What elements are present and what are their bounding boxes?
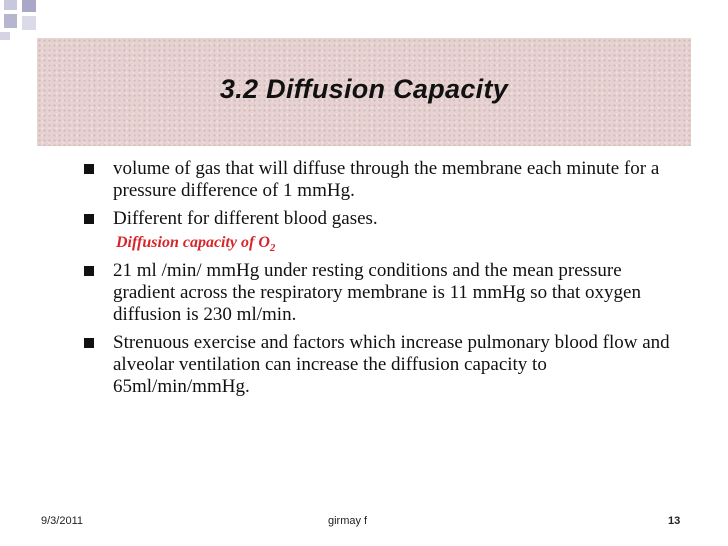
corner-decoration [0,0,50,40]
square-bullet-icon [84,214,94,224]
bullet-text: Different for different blood gases. [113,208,378,229]
bullet-text: Strenuous exercise and factors which increase pulmonary blood flow and alveolar ventilation can increase the diffusion capacity to 65ml/min/mmHg. [113,332,670,398]
page-number: 13 [668,515,681,527]
bullet-item [80,332,680,398]
bullet-item [80,158,680,202]
slide-title: 3.2 Diffusion Capacity [219,74,509,104]
bullet-item [80,260,680,326]
bullet-text: 21 ml /min/ mmHg under resting conditions and the mean pressure gradient across the respiratory membrane is 11 mmHg so that oxygen diffusion is 230 ml/min. [113,260,641,326]
footer-author: girmay f [328,515,368,527]
subheading [116,234,680,254]
square-bullet-icon [84,164,94,174]
footer-date: 9/3/2011 [41,515,84,527]
square-bullet-icon [84,266,94,276]
subheading-text: Diffusion capacity of O [116,234,270,251]
bullet-item [80,208,680,230]
square-bullet-icon [84,338,94,348]
slide-body [80,158,680,404]
bullet-text: volume of gas that will diffuse through the membrane each minute for a pressure difference of 1 mmHg. [113,158,660,201]
subheading-subscript: 2 [269,242,276,255]
